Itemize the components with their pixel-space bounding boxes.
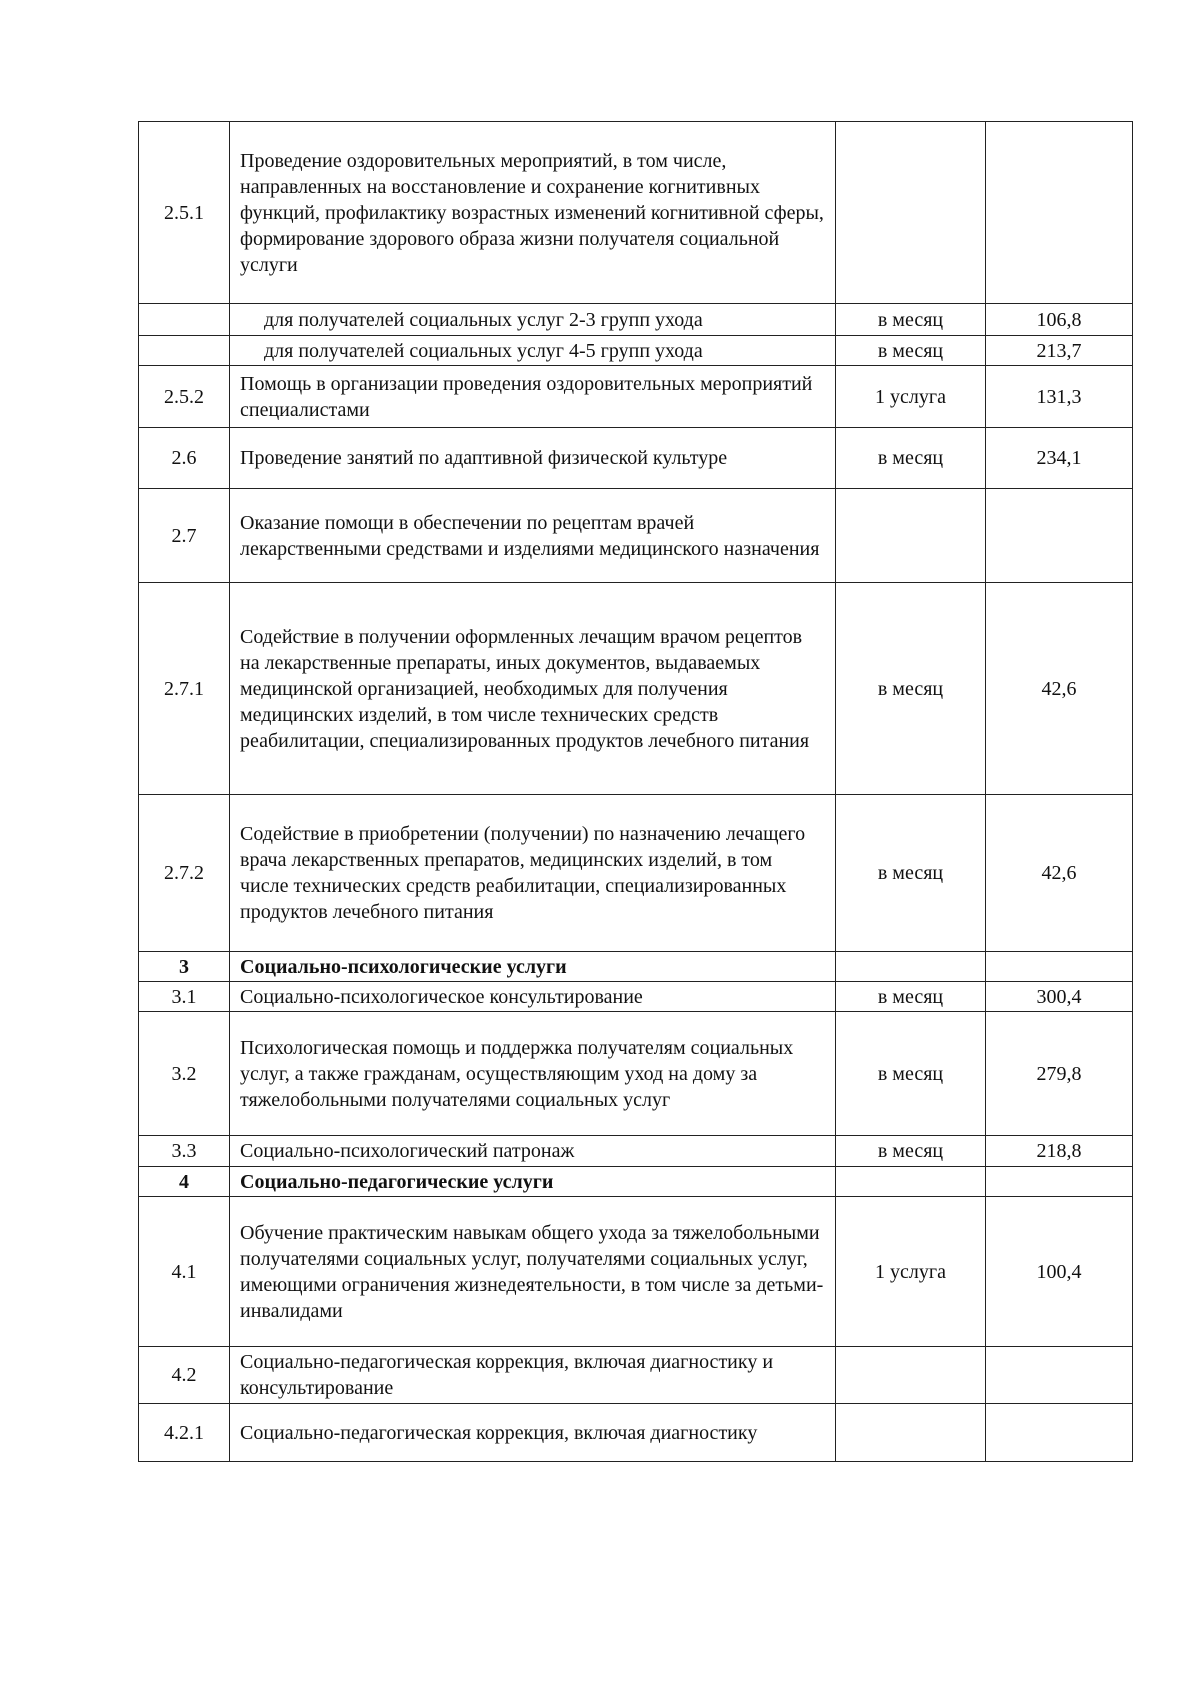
tariff-value (986, 1347, 1133, 1404)
unit-of-measure (836, 489, 986, 583)
tariff-value: 279,8 (986, 1012, 1133, 1136)
unit-of-measure (836, 122, 986, 304)
row-number: 4.1 (139, 1197, 230, 1347)
unit-of-measure: в месяц (836, 304, 986, 336)
row-number: 2.7.1 (139, 583, 230, 795)
row-number: 3.1 (139, 982, 230, 1012)
tariff-value (986, 952, 1133, 982)
table-row (139, 795, 1133, 952)
table-row (139, 1012, 1133, 1136)
row-number: 3.3 (139, 1136, 230, 1167)
section-number: 3 (139, 952, 230, 982)
tariff-value: 300,4 (986, 982, 1133, 1012)
table-row (139, 583, 1133, 795)
tariff-value: 213,7 (986, 336, 1133, 366)
service-description: Оказание помощи в обеспечении по рецептам врачей лекарственными средствами и изделиями медицинского назначения (230, 489, 836, 583)
service-description: Социально-педагогическая коррекция, включая диагностику (230, 1404, 836, 1462)
service-description: Психологическая помощь и поддержка получателям социальных услуг, а также гражданам, осуществляющим уход на дому за тяжелобольными получателями социальных услуг (230, 1012, 836, 1136)
service-description: Социально-психологический патронаж (230, 1136, 836, 1167)
tariff-value: 106,8 (986, 304, 1133, 336)
table-row (139, 122, 1133, 304)
table-row (139, 1136, 1133, 1167)
service-description: Обучение практическим навыкам общего ухода за тяжелобольными получателями социальных услуг, получателями социальных услуг, имеющими ограничения жизнедеятельности, в том числе за детьми-инвалидами (230, 1197, 836, 1347)
table-row (139, 1347, 1133, 1404)
services-tariff-table (138, 121, 1133, 1462)
unit-of-measure (836, 952, 986, 982)
table-row (139, 304, 1133, 336)
service-description: Социально-психологическое консультирование (230, 982, 836, 1012)
unit-of-measure: в месяц (836, 336, 986, 366)
tariff-value (986, 1404, 1133, 1462)
row-number (139, 304, 230, 336)
table-row (139, 428, 1133, 489)
tariff-value (986, 489, 1133, 583)
service-description: Социально-педагогическая коррекция, включая диагностику и консультирование (230, 1347, 836, 1404)
unit-of-measure: 1 услуга (836, 366, 986, 428)
unit-of-measure: в месяц (836, 982, 986, 1012)
service-description: Содействие в получении оформленных лечащим врачом рецептов на лекарственные препараты, иных документов, выдаваемых медицинской организацией, необходимых для получения медицинских изделий, в том числе технических средств реабилитации, специализированных продуктов лечебного питания (230, 583, 836, 795)
tariff-value: 42,6 (986, 795, 1133, 952)
unit-of-measure: в месяц (836, 1136, 986, 1167)
row-number: 2.7 (139, 489, 230, 583)
unit-of-measure: в месяц (836, 795, 986, 952)
service-description: Помощь в организации проведения оздоровительных мероприятий специалистами (230, 366, 836, 428)
unit-of-measure: в месяц (836, 428, 986, 489)
row-number (139, 336, 230, 366)
section-title: Социально-педагогические услуги (230, 1167, 836, 1197)
unit-of-measure: 1 услуга (836, 1197, 986, 1347)
service-description: Проведение занятий по адаптивной физической культуре (230, 428, 836, 489)
row-number: 4.2.1 (139, 1404, 230, 1462)
tariff-value (986, 122, 1133, 304)
table-row (139, 489, 1133, 583)
section-title: Социально-психологические услуги (230, 952, 836, 982)
tariff-value: 100,4 (986, 1197, 1133, 1347)
unit-of-measure (836, 1167, 986, 1197)
unit-of-measure: в месяц (836, 583, 986, 795)
tariff-value: 218,8 (986, 1136, 1133, 1167)
row-number: 2.6 (139, 428, 230, 489)
tariff-value (986, 1167, 1133, 1197)
unit-of-measure (836, 1347, 986, 1404)
service-description: для получателей социальных услуг 2-3 групп ухода (230, 304, 836, 336)
row-number: 2.7.2 (139, 795, 230, 952)
table-row (139, 1167, 1133, 1197)
table-row (139, 366, 1133, 428)
tariff-value: 234,1 (986, 428, 1133, 489)
tariff-value: 131,3 (986, 366, 1133, 428)
section-number: 4 (139, 1167, 230, 1197)
service-description: Содействие в приобретении (получении) по назначению лечащего врача лекарственных препаратов, медицинских изделий, в том числе технических средств реабилитации, специализированных продуктов лечебного питания (230, 795, 836, 952)
table-row (139, 1404, 1133, 1462)
table-row (139, 1197, 1133, 1347)
row-number: 2.5.2 (139, 366, 230, 428)
row-number: 3.2 (139, 1012, 230, 1136)
table-row (139, 336, 1133, 366)
unit-of-measure (836, 1404, 986, 1462)
service-description: Проведение оздоровительных мероприятий, в том числе, направленных на восстановление и сохранение когнитивных функций, профилактику возрастных изменений когнитивной сферы, формирование здорового образа жизни получателя социальной услуги (230, 122, 836, 304)
service-description: для получателей социальных услуг 4-5 групп ухода (230, 336, 836, 366)
tariff-value: 42,6 (986, 583, 1133, 795)
row-number: 4.2 (139, 1347, 230, 1404)
unit-of-measure: в месяц (836, 1012, 986, 1136)
table-row (139, 982, 1133, 1012)
table-row (139, 952, 1133, 982)
row-number: 2.5.1 (139, 122, 230, 304)
